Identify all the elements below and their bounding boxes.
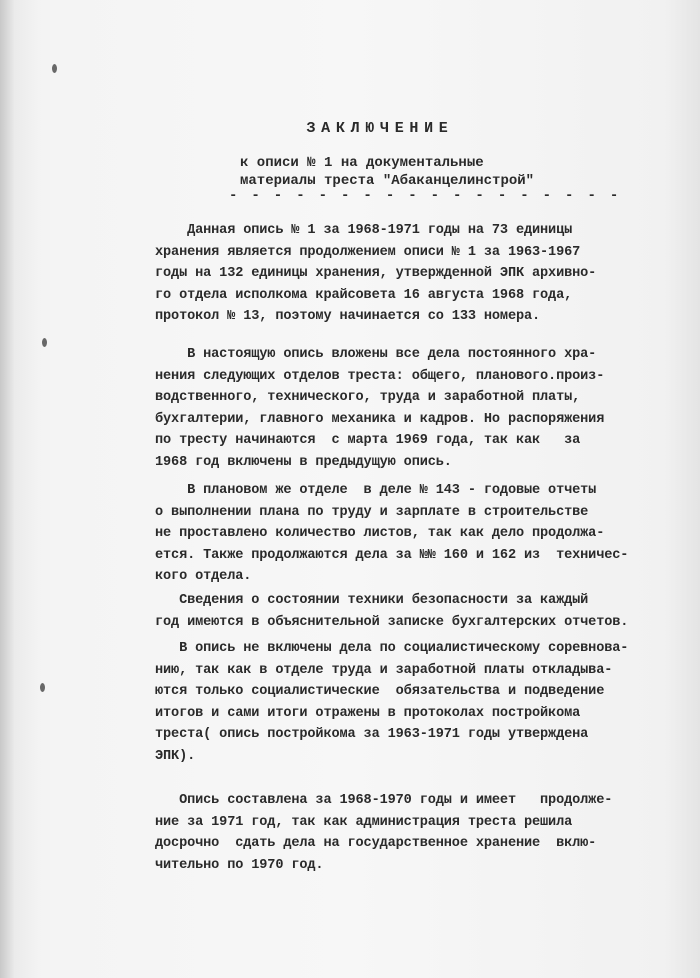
text-line: не проставлено количество листов, так как дело продолжа- [155, 526, 605, 541]
paragraph-2 [155, 344, 655, 473]
text-line: Данная опись № 1 за 1968-1971 годы на 73 единицы [155, 223, 573, 238]
text-line: треста( опись постройкома за 1963-1971 годы утверждена [155, 727, 589, 742]
text-line: Сведения о состоянии техники безопасности за каждый [155, 593, 589, 608]
text-line: ние за 1971 год, так как администрация треста решила [155, 814, 573, 830]
text-line: итогов и сами итоги отражены в протоколах постройкома [155, 705, 581, 721]
text-line: кого отдела. [155, 569, 252, 584]
subtitle-line: к описи № 1 на документальные [240, 155, 484, 171]
text-line: годы на 132 единицы хранения, утвержденной ЭПК архивно- [155, 266, 597, 281]
punch-mark [52, 64, 57, 73]
text-line: 1968 год включены в предыдущую опись. [155, 454, 452, 470]
paragraph-6 [155, 790, 655, 876]
text-line: протокол № 13, поэтому начинается со 133 номера. [155, 309, 541, 324]
punch-mark [40, 683, 45, 692]
subtitle-line: материалы треста "Абаканцелинстрой" [240, 173, 535, 189]
text-line: по тресту начинаются с марта 1969 года, так как за [155, 433, 581, 448]
text-line: ется. Также продолжаются дела за №№ 160 и 162 из техничес- [155, 547, 629, 563]
document-subtitle [240, 154, 534, 190]
text-line: В опись не включены дела по социалистическому соревнова- [155, 641, 629, 656]
paragraph-5 [155, 638, 655, 767]
text-line: нения следующих отделов треста: общего, планового.произ- [155, 368, 605, 384]
text-line: В плановом же отделе в деле № 143 - годовые отчеты [155, 483, 597, 498]
text-line: В настоящую опись вложены все дела постоянного хра- [155, 347, 597, 362]
paragraph-4 [155, 590, 655, 633]
text-line: ЭПК). [155, 748, 196, 764]
text-line: водственного, технического, труда и заработной платы, [155, 390, 581, 405]
text-line: бухгалтерии, главного механика и кадров. Но распоряжения [155, 411, 605, 427]
text-line: Опись составлена за 1968-1970 годы и имеет продолже- [155, 793, 613, 808]
separator-line: - - - - - - - - - - - - - - - - - - [229, 188, 622, 204]
text-line: го отдела исполкома крайсовета 16 августа 1968 года, [155, 287, 573, 303]
text-line: ются только социалистические обязательства и подведение [155, 684, 605, 699]
text-line: хранения является продолжением описи № 1 за 1963-1967 [155, 244, 581, 260]
text-line: досрочно сдать дела на государственное хранение вклю- [155, 836, 597, 851]
document-title: ЗАКЛЮЧЕНИЕ [306, 120, 454, 137]
paragraph-3 [155, 480, 655, 588]
text-line: о выполнении плана по труду и зарплате в строительстве [155, 504, 589, 520]
punch-mark [42, 338, 47, 347]
text-line: нию, так как в отделе труда и заработной платы откладыва- [155, 662, 613, 678]
paragraph-1 [155, 220, 655, 328]
text-line: чительно по 1970 год. [155, 857, 324, 873]
text-line: год имеются в объяснительной записке бухгалтерских отчетов. [155, 614, 629, 630]
paper-edge [0, 0, 14, 978]
